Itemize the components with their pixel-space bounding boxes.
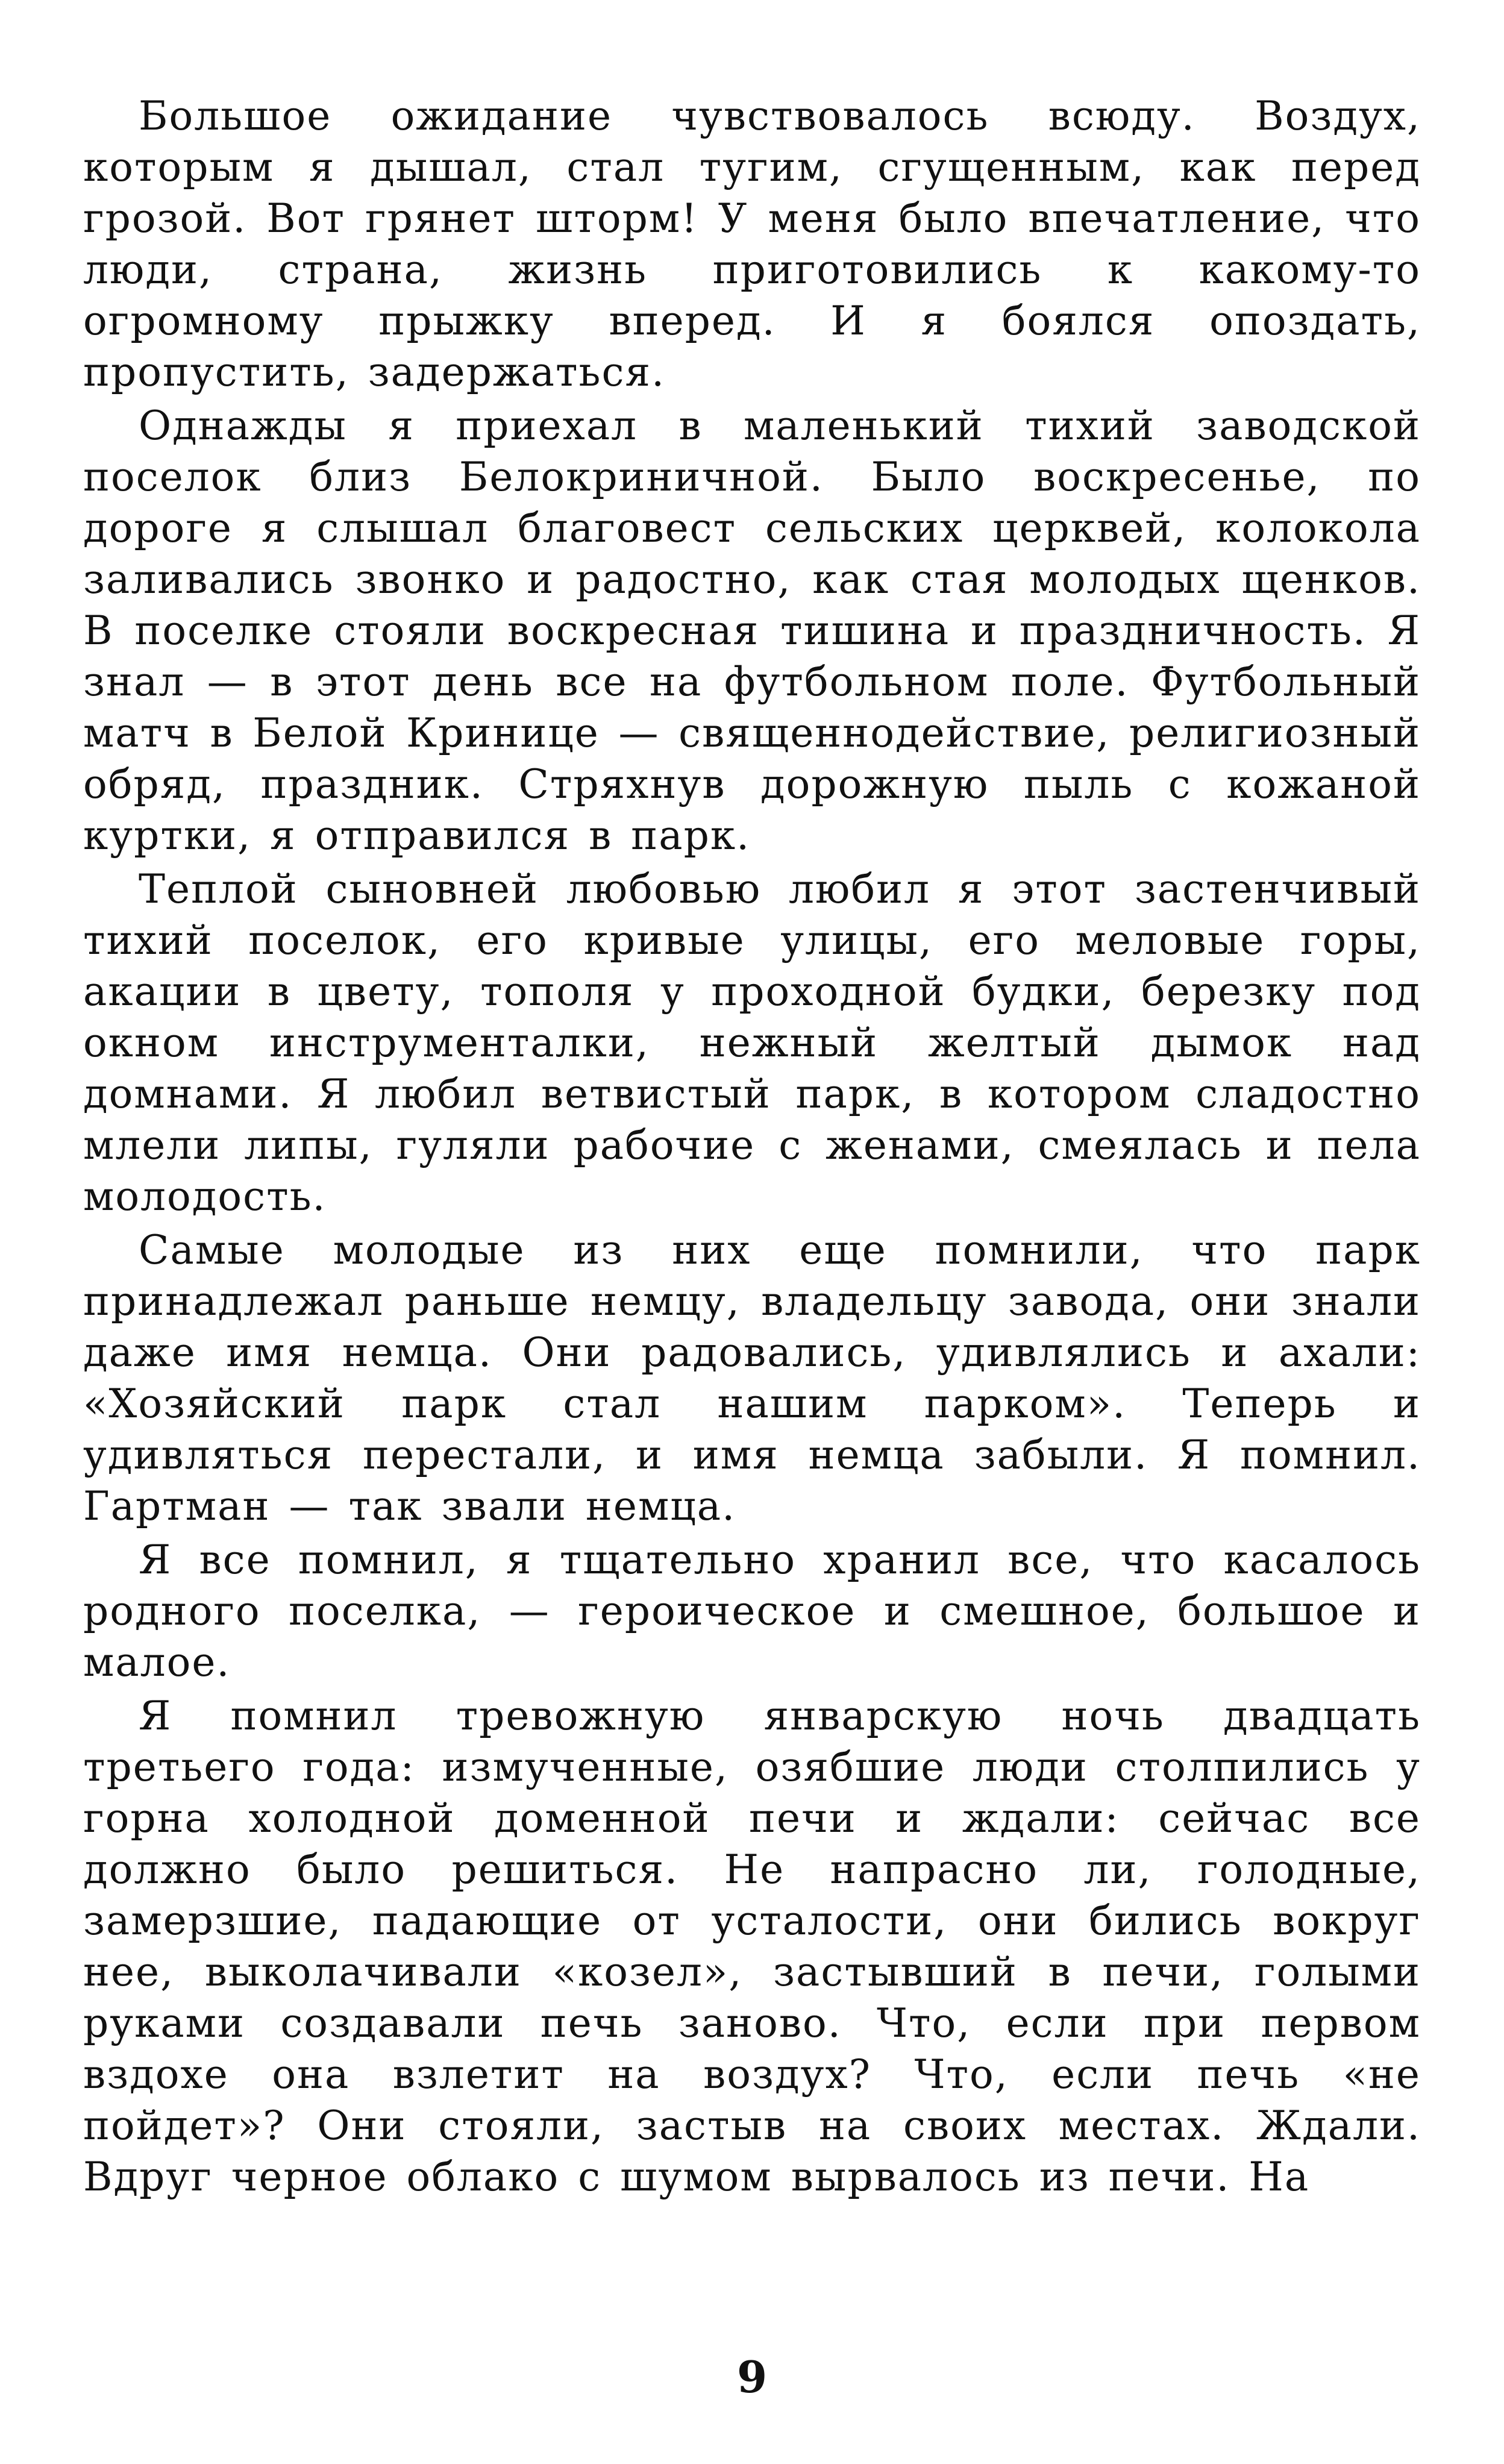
paragraph-1: Большое ожидание чувствовалось всюду. Воздух, которым я дышал, стал тугим, сгущенным, как перед грозой. Вот грянет шторм! У меня было впечатление, что люди, страна, жизнь приготовились к какому-то огромному прыжку вперед. И я боялся опоздать, пропустить, задержаться. [83, 93, 1421, 395]
page-number: 9 [736, 2351, 768, 2403]
book-page [83, 90, 1421, 2428]
paragraph-6: Я помнил тревожную январскую ночь двадцать третьего года: измученные, озябшие люди столпились у горна холодной доменной печи и ждали: сейчас все должно было решиться. Не напрасно ли, голодные, замерзшие, падающие от усталости, они бились вокруг нее, выколачивали «козел», застывший в печи, голыми руками создавали печь заново. Что, если при первом вздохе она взлетит на воздух? Что, если печь «не пойдет»? Они стояли, застыв на своих местах. Ждали. Вдруг черное облако с шумом вырвалось из печи. На [83, 1693, 1421, 2200]
paragraph-3: Теплой сыновней любовью любил я этот застенчивый тихий поселок, его кривые улицы, его меловые горы, акации в цвету, тополя у проходной будки, березку под окном инструменталки, нежный желтый дымок над домнами. Я любил ветвистый парк, в котором сладостно млели липы, гуляли рабочие с женами, смеялась и пела молодость. [83, 866, 1421, 1220]
paragraph-2: Однажды я приехал в маленький тихий заводской поселок близ Белокриничной. Было воскресенье, по дороге я слышал благовест сельских церквей, колокола заливались звонко и радостно, как стая молодых щенков. В поселке стояли воскресная тишина и праздничность. Я знал — в этот день все на футбольном поле. Футбольный матч в Белой Кринице — священнодействие, религиозный обряд, праздник. Стряхнув дорожную пыль с кожаной куртки, я отправился в парк. [83, 403, 1421, 859]
paragraph-5: Я все помнил, я тщательно хранил все, что касалось родного поселка, — героическое и смешное, большое и малое. [83, 1537, 1421, 1685]
paragraph-4: Самые молодые из них еще помнили, что парк принадлежал раньше немцу, владельцу завода, они знали даже имя немца. Они радовались, удивлялись и ахали: «Хозяйский парк стал нашим парком». Теперь и удивляться перестали, и имя немца забыли. Я помнил. Гартман — так звали немца. [83, 1227, 1421, 1529]
